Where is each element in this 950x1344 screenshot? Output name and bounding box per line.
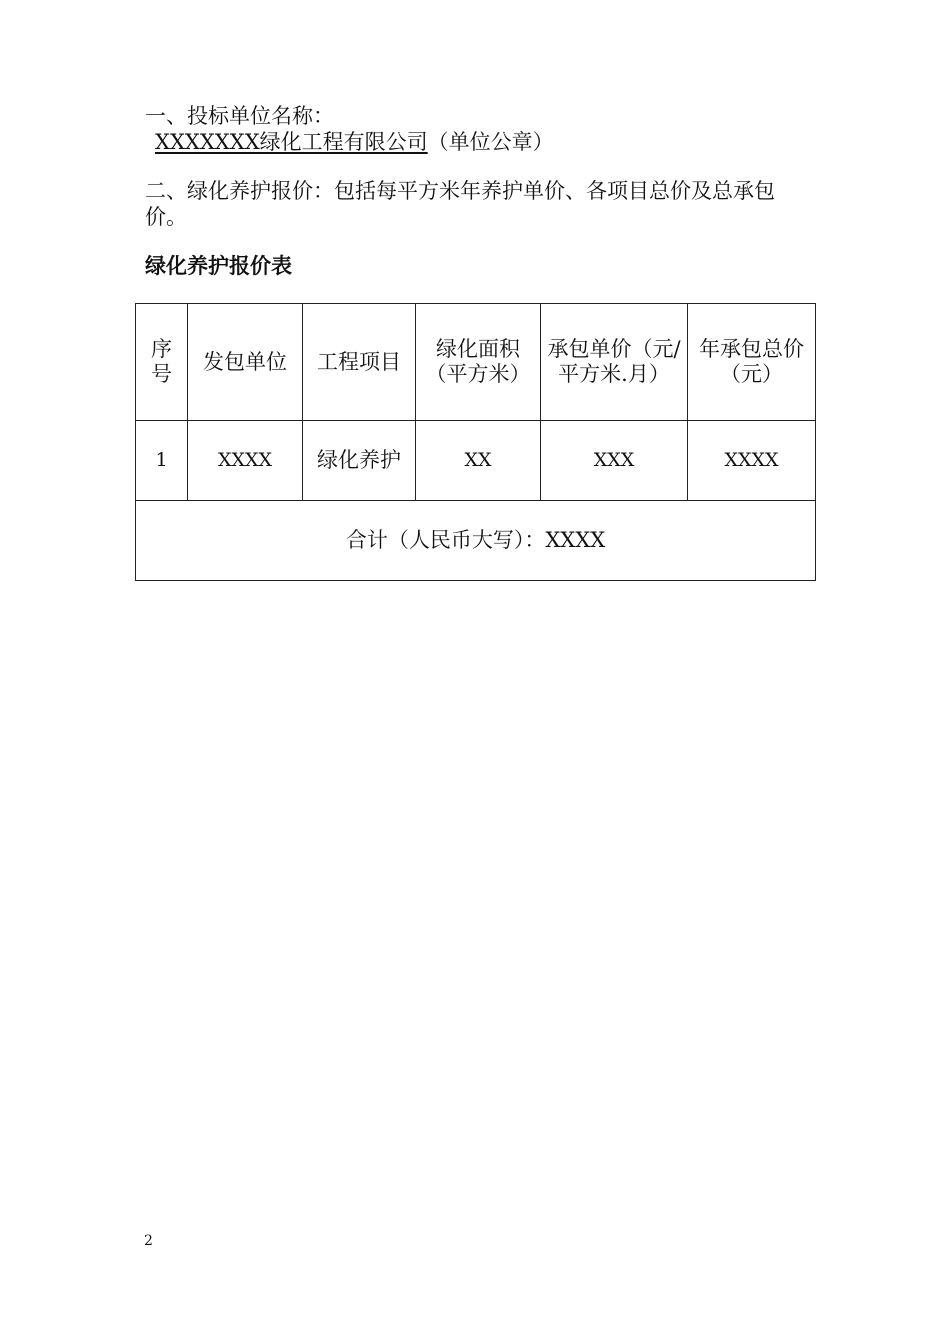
header-cell-area: 绿化面积（平方米） [416, 304, 541, 421]
header-cell-client: 发包单位 [188, 304, 303, 421]
cell-project: 绿化养护 [303, 421, 416, 501]
table-header-row [136, 304, 816, 421]
cell-annual-total: XXXX [688, 421, 816, 501]
cell-index: 1 [136, 421, 188, 501]
table-row [136, 421, 816, 501]
total-cell: 合计（人民币大写）：XXXX [136, 501, 816, 581]
header-cell-annual-total: 年承包总价（元） [688, 304, 816, 421]
cell-client: XXXX [188, 421, 303, 501]
page-number: 2 [144, 1233, 153, 1249]
table-total-row [136, 501, 816, 581]
cell-area: XX [416, 421, 541, 501]
bidder-heading: 一、投标单位名称： [145, 104, 334, 128]
header-cell-unit-price: 承包单价（元/平方米.月） [541, 304, 688, 421]
header-cell-project: 工程项目 [303, 304, 416, 421]
table-title: 绿化养护报价表 [145, 254, 292, 278]
header-cell-index: 序号 [136, 304, 188, 421]
company-name: XXXXXXX绿化工程有限公司 [155, 130, 428, 154]
bidder-name-line [155, 129, 554, 155]
quote-description: 二、绿化养护报价：包括每平方米年养护单价、各项目总价及总承包价。 [145, 179, 775, 229]
cell-unit-price: XXX [541, 421, 688, 501]
quote-table [135, 303, 816, 581]
seal-note: （单位公章） [427, 130, 554, 154]
